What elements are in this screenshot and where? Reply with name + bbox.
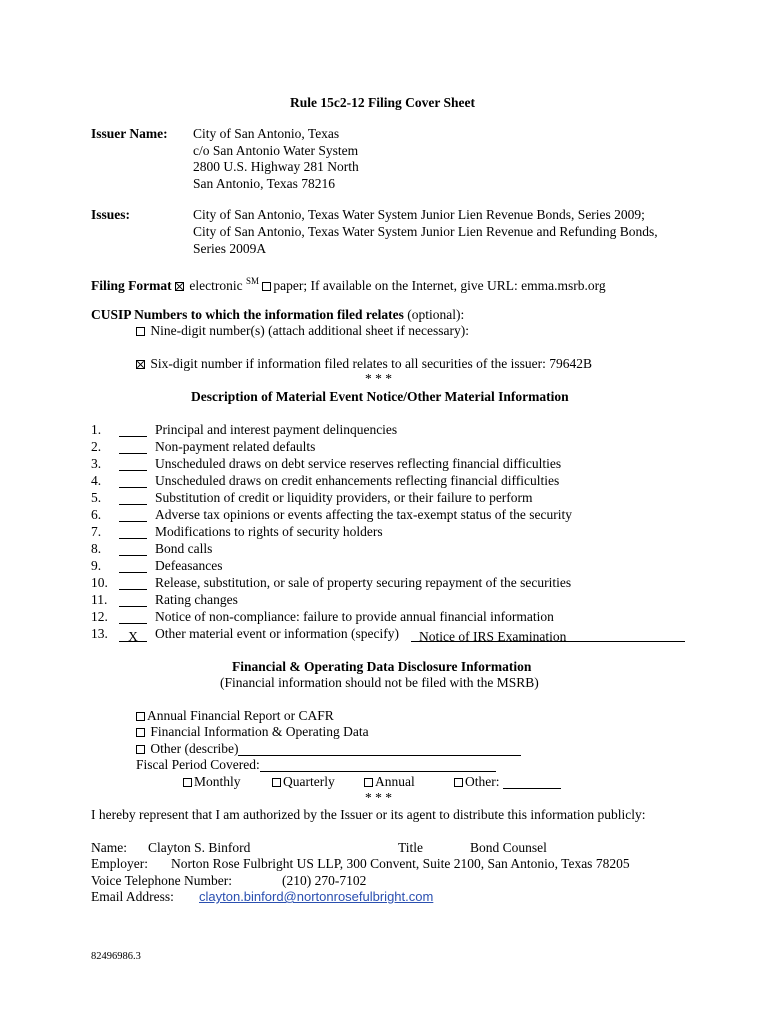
list-item xyxy=(91,574,571,591)
six-digit-label: Six-digit number if information filed relates to all securities of the issuer: 79642B xyxy=(150,356,593,371)
item-text: Other material event or information (specify) xyxy=(155,626,400,641)
item-number: 1. xyxy=(91,422,102,437)
nine-digit-label: Nine-digit number(s) (attach additional sheet if necessary): xyxy=(150,323,470,338)
annual-report-checkbox[interactable] xyxy=(136,712,145,721)
fiscal-period-field[interactable] xyxy=(260,758,496,772)
list-item xyxy=(91,540,212,557)
cusip-heading-row xyxy=(91,306,464,323)
item-mark-blank[interactable] xyxy=(119,474,147,488)
fiscal-period-label: Fiscal Period Covered: xyxy=(136,757,260,772)
list-item xyxy=(91,455,561,472)
issuer-line: San Antonio, Texas 78216 xyxy=(193,176,336,191)
phone-label: Voice Telephone Number: xyxy=(91,873,233,888)
financial-heading: Financial & Operating Data Disclosure Information xyxy=(232,659,532,674)
item-text: Unscheduled draws on credit enhancements reflecting financial difficulties xyxy=(155,473,560,488)
separator: * * * xyxy=(365,371,392,386)
electronic-label: electronic xyxy=(189,278,243,293)
list-item xyxy=(91,489,533,506)
list-item xyxy=(91,523,383,540)
list-item xyxy=(91,625,685,642)
list-item xyxy=(91,591,238,608)
representation-text: I hereby represent that I am authorized by the Issuer or its agent to distribute this information publicly: xyxy=(91,807,646,822)
issues-label: Issues: xyxy=(91,207,131,222)
specify-field[interactable]: Notice of IRS Examination xyxy=(411,628,685,642)
fin-info-label: Financial Information & Operating Data xyxy=(150,724,369,739)
item-number: 3. xyxy=(91,456,102,471)
item-text: Principal and interest payment delinquencies xyxy=(155,422,398,437)
item-text: Rating changes xyxy=(155,592,238,607)
employer-label: Employer: xyxy=(91,856,148,871)
nine-digit-row xyxy=(136,322,469,339)
item-number: 4. xyxy=(91,473,102,488)
other-period-field[interactable] xyxy=(503,775,561,789)
filing-format-label: Filing Format xyxy=(91,278,172,293)
list-item xyxy=(91,608,554,625)
item-mark-blank[interactable] xyxy=(119,593,147,607)
nine-digit-checkbox[interactable] xyxy=(136,327,145,336)
item-mark-blank[interactable] xyxy=(119,423,147,437)
item-number: 12. xyxy=(91,609,108,624)
list-item xyxy=(91,472,559,489)
item-number: 8. xyxy=(91,541,102,556)
annual-row xyxy=(364,773,415,790)
item-mark-blank[interactable]: X xyxy=(119,628,147,642)
filing-format-row xyxy=(91,273,606,294)
other-period-row xyxy=(454,773,561,790)
email-link[interactable]: clayton.binford@nortonrosefulbright.com xyxy=(199,889,434,904)
other-describe-label: Other (describe) xyxy=(150,741,239,756)
other-describe-checkbox[interactable] xyxy=(136,745,145,754)
issues-line: Series 2009A xyxy=(193,241,267,256)
item-number: 6. xyxy=(91,507,102,522)
paper-checkbox[interactable] xyxy=(262,282,271,291)
item-mark-blank[interactable] xyxy=(119,491,147,505)
fiscal-period-row xyxy=(136,756,496,773)
event-heading: Description of Material Event Notice/Other Material Information xyxy=(191,389,569,404)
other-describe-field[interactable] xyxy=(238,742,521,756)
list-item xyxy=(91,506,572,523)
title-label: Title xyxy=(398,840,424,855)
cusip-optional: (optional): xyxy=(407,307,465,322)
item-number: 2. xyxy=(91,439,102,454)
title-value: Bond Counsel xyxy=(470,840,547,855)
other-period-label: Other: xyxy=(465,774,500,789)
cusip-heading: CUSIP Numbers to which the information filed relates xyxy=(91,307,404,322)
other-describe-row xyxy=(136,740,521,757)
annual-report-row xyxy=(136,707,334,724)
list-item xyxy=(91,557,222,574)
separator: * * * xyxy=(365,790,392,805)
fin-info-row xyxy=(136,723,369,740)
issues-line: City of San Antonio, Texas Water System Junior Lien Revenue and Refunding Bonds, xyxy=(193,224,658,239)
other-period-checkbox[interactable] xyxy=(454,778,463,787)
service-mark: SM xyxy=(245,276,259,286)
monthly-checkbox[interactable] xyxy=(183,778,192,787)
item-number: 13. xyxy=(91,626,108,641)
paper-label: paper; If available on the Internet, give URL: emma.msrb.org xyxy=(273,278,606,293)
employer-value: Norton Rose Fulbright US LLP, 300 Convent, Suite 2100, San Antonio, Texas 78205 xyxy=(171,856,630,871)
name-value: Clayton S. Binford xyxy=(148,840,251,855)
monthly-row xyxy=(183,773,241,790)
item-text: Release, substitution, or sale of property securing repayment of the securities xyxy=(155,575,572,590)
list-item xyxy=(91,438,315,455)
annual-checkbox[interactable] xyxy=(364,778,373,787)
annual-label: Annual xyxy=(375,774,415,789)
item-mark-blank[interactable] xyxy=(119,525,147,539)
issuer-line: City of San Antonio, Texas xyxy=(193,126,340,141)
item-text: Defeasances xyxy=(155,558,223,573)
six-digit-checkbox[interactable] xyxy=(136,360,145,369)
quarterly-row xyxy=(272,773,335,790)
item-number: 5. xyxy=(91,490,102,505)
list-item xyxy=(91,421,397,438)
issuer-label: Issuer Name: xyxy=(91,126,168,141)
item-mark-blank[interactable] xyxy=(119,559,147,573)
item-text: Unscheduled draws on debt service reserves reflecting financial difficulties xyxy=(155,456,562,471)
item-text: Notice of non-compliance: failure to provide annual financial information xyxy=(155,609,554,624)
item-text: Adverse tax opinions or events affecting the tax-exempt status of the security xyxy=(155,507,573,522)
item-mark-blank[interactable] xyxy=(119,542,147,556)
item-number: 7. xyxy=(91,524,102,539)
electronic-checkbox[interactable] xyxy=(175,282,184,291)
financial-subheading: (Financial information should not be filed with the MSRB) xyxy=(220,675,539,690)
item-mark-blank[interactable] xyxy=(119,457,147,471)
item-mark-blank[interactable] xyxy=(119,508,147,522)
item-mark-blank[interactable] xyxy=(119,440,147,454)
item-number: 11. xyxy=(91,592,108,607)
document-number: 82496986.3 xyxy=(91,951,141,962)
issuer-line: 2800 U.S. Highway 281 North xyxy=(193,159,359,174)
annual-report-label: Annual Financial Report or CAFR xyxy=(147,708,334,723)
issues-line: City of San Antonio, Texas Water System Junior Lien Revenue Bonds, Series 2009; xyxy=(193,207,645,222)
item-mark-blank[interactable] xyxy=(119,610,147,624)
fin-info-checkbox[interactable] xyxy=(136,728,145,737)
item-text: Bond calls xyxy=(155,541,213,556)
monthly-label: Monthly xyxy=(194,774,241,789)
quarterly-checkbox[interactable] xyxy=(272,778,281,787)
item-number: 9. xyxy=(91,558,102,573)
phone-value: (210) 270-7102 xyxy=(282,873,367,888)
item-text: Non-payment related defaults xyxy=(155,439,316,454)
item-number: 10. xyxy=(91,575,108,590)
issuer-line: c/o San Antonio Water System xyxy=(193,143,359,158)
email-label: Email Address: xyxy=(91,889,174,904)
page-title: Rule 15c2-12 Filing Cover Sheet xyxy=(290,95,475,110)
item-mark-blank[interactable] xyxy=(119,576,147,590)
quarterly-label: Quarterly xyxy=(283,774,335,789)
item-text: Modifications to rights of security holders xyxy=(155,524,383,539)
name-label: Name: xyxy=(91,840,127,855)
item-text: Substitution of credit or liquidity providers, or their failure to perform xyxy=(155,490,533,505)
